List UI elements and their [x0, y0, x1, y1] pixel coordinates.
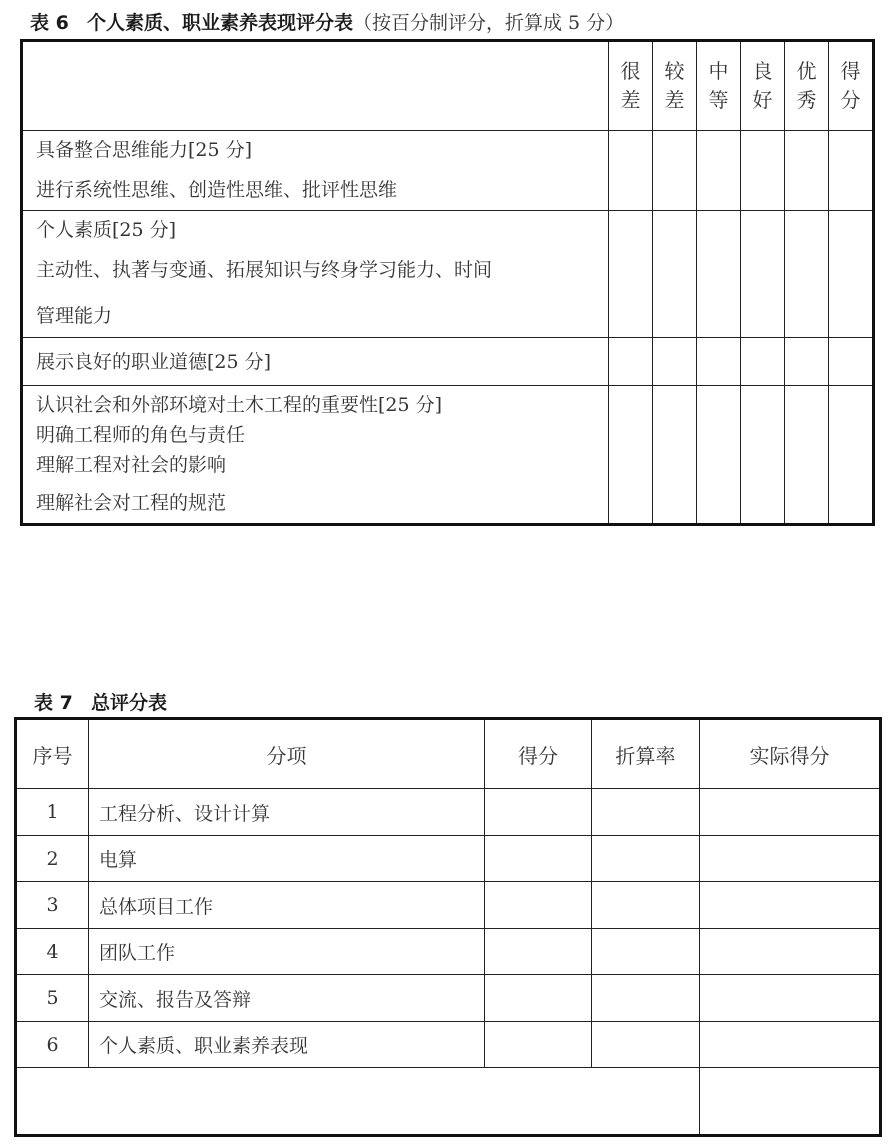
table7-caption — [34, 688, 167, 715]
header-item: 分项 — [89, 719, 485, 789]
rating-cell[interactable] — [785, 211, 829, 338]
rate-cell[interactable] — [592, 975, 700, 1022]
rating-cell[interactable] — [697, 386, 741, 525]
table7-label: 表 7 — [34, 692, 73, 714]
total-row — [16, 1068, 881, 1136]
table6-title: 个人素质、职业素养表现评分表 — [86, 12, 353, 34]
row-number: 1 — [16, 789, 89, 836]
score-cell[interactable] — [485, 929, 592, 975]
header-conversion-rate: 折算率 — [592, 719, 700, 789]
rating-cell[interactable] — [785, 386, 829, 525]
table-row — [22, 211, 874, 338]
score-cell[interactable] — [829, 338, 874, 386]
rating-table — [20, 39, 875, 526]
row-number: 3 — [16, 882, 89, 929]
table6-caption — [30, 8, 624, 35]
total-label-cell — [16, 1068, 700, 1136]
rating-cell[interactable] — [697, 338, 741, 386]
actual-score-cell[interactable] — [700, 836, 881, 882]
criterion-social-awareness — [22, 386, 609, 525]
header-score: 得分 — [485, 719, 592, 789]
row-number: 4 — [16, 929, 89, 975]
rating-cell[interactable] — [785, 338, 829, 386]
rate-cell[interactable] — [592, 929, 700, 975]
row-item: 团队工作 — [89, 929, 485, 975]
score-cell[interactable] — [485, 836, 592, 882]
row-item: 总体项目工作 — [89, 882, 485, 929]
summary-header-row — [16, 719, 881, 789]
criterion-personal-quality — [22, 211, 609, 338]
table-row — [16, 929, 881, 975]
rating-header-very-poor: 很 差 — [609, 41, 653, 131]
rating-header-medium: 中 等 — [697, 41, 741, 131]
score-cell[interactable] — [829, 386, 874, 525]
total-score-cell[interactable] — [700, 1068, 881, 1136]
table-row — [16, 882, 881, 929]
criterion-title: 具备整合思维能力[25 分] — [36, 139, 253, 161]
row-number: 6 — [16, 1022, 89, 1068]
table-row — [22, 131, 874, 211]
rating-cell[interactable] — [697, 131, 741, 211]
actual-score-cell[interactable] — [700, 929, 881, 975]
actual-score-cell[interactable] — [700, 882, 881, 929]
criterion-title: 个人素质[25 分] — [36, 219, 177, 241]
criterion-detail: 理解工程对社会的影响 — [36, 454, 227, 476]
table6-label: 表 6 — [30, 12, 69, 34]
rating-cell[interactable] — [609, 338, 653, 386]
rate-cell[interactable] — [592, 1022, 700, 1068]
rating-cell[interactable] — [653, 338, 697, 386]
table7-title: 总评分表 — [90, 692, 167, 714]
row-item: 电算 — [89, 836, 485, 882]
criteria-header-cell — [22, 41, 609, 131]
rating-cell[interactable] — [741, 131, 785, 211]
table-row — [22, 386, 874, 525]
table6-note: （按百分制评分，折算成 5 分） — [352, 12, 625, 34]
criterion-professional-ethics — [22, 338, 609, 386]
table-row — [16, 836, 881, 882]
rating-cell[interactable] — [697, 211, 741, 338]
score-cell[interactable] — [485, 975, 592, 1022]
rating-cell[interactable] — [609, 131, 653, 211]
actual-score-cell[interactable] — [700, 975, 881, 1022]
table-row — [16, 1022, 881, 1068]
rating-cell[interactable] — [653, 131, 697, 211]
rate-cell[interactable] — [592, 882, 700, 929]
rating-cell[interactable] — [653, 211, 697, 338]
criterion-detail: 主动性、执著与变通、拓展知识与终身学习能力、时间 — [36, 259, 493, 281]
criterion-detail: 明确工程师的角色与责任 — [36, 424, 246, 446]
criterion-integrated-thinking — [22, 131, 609, 211]
row-number: 5 — [16, 975, 89, 1022]
criterion-detail: 进行系统性思维、创造性思维、批评性思维 — [36, 179, 398, 201]
table-row — [22, 338, 874, 386]
row-number: 2 — [16, 836, 89, 882]
rate-cell[interactable] — [592, 789, 700, 836]
rating-cell[interactable] — [609, 386, 653, 525]
rating-cell[interactable] — [609, 211, 653, 338]
rating-header-score: 得 分 — [829, 41, 874, 131]
rating-header-poor: 较 差 — [653, 41, 697, 131]
rating-header-row — [22, 41, 874, 131]
rating-cell[interactable] — [653, 386, 697, 525]
table-row — [16, 975, 881, 1022]
rating-cell[interactable] — [741, 338, 785, 386]
rating-cell[interactable] — [741, 211, 785, 338]
rating-cell[interactable] — [741, 386, 785, 525]
table-row — [16, 789, 881, 836]
score-cell[interactable] — [485, 882, 592, 929]
score-cell[interactable] — [829, 131, 874, 211]
criterion-detail: 理解社会对工程的规范 — [36, 492, 227, 514]
summary-table — [14, 717, 882, 1137]
row-item: 交流、报告及答辩 — [89, 975, 485, 1022]
score-cell[interactable] — [485, 1022, 592, 1068]
rating-header-good: 良 好 — [741, 41, 785, 131]
row-item: 个人素质、职业素养表现 — [89, 1022, 485, 1068]
row-item: 工程分析、设计计算 — [89, 789, 485, 836]
actual-score-cell[interactable] — [700, 789, 881, 836]
actual-score-cell[interactable] — [700, 1022, 881, 1068]
header-serial-number: 序号 — [16, 719, 89, 789]
rating-header-excellent: 优 秀 — [785, 41, 829, 131]
criterion-detail: 管理能力 — [36, 305, 113, 327]
header-actual-score: 实际得分 — [700, 719, 881, 789]
rate-cell[interactable] — [592, 836, 700, 882]
criterion-title: 展示良好的职业道德[25 分] — [36, 351, 272, 373]
rating-cell[interactable] — [785, 131, 829, 211]
criterion-title: 认识社会和外部环境对土木工程的重要性[25 分] — [36, 394, 443, 416]
score-cell[interactable] — [829, 211, 874, 338]
score-cell[interactable] — [485, 789, 592, 836]
